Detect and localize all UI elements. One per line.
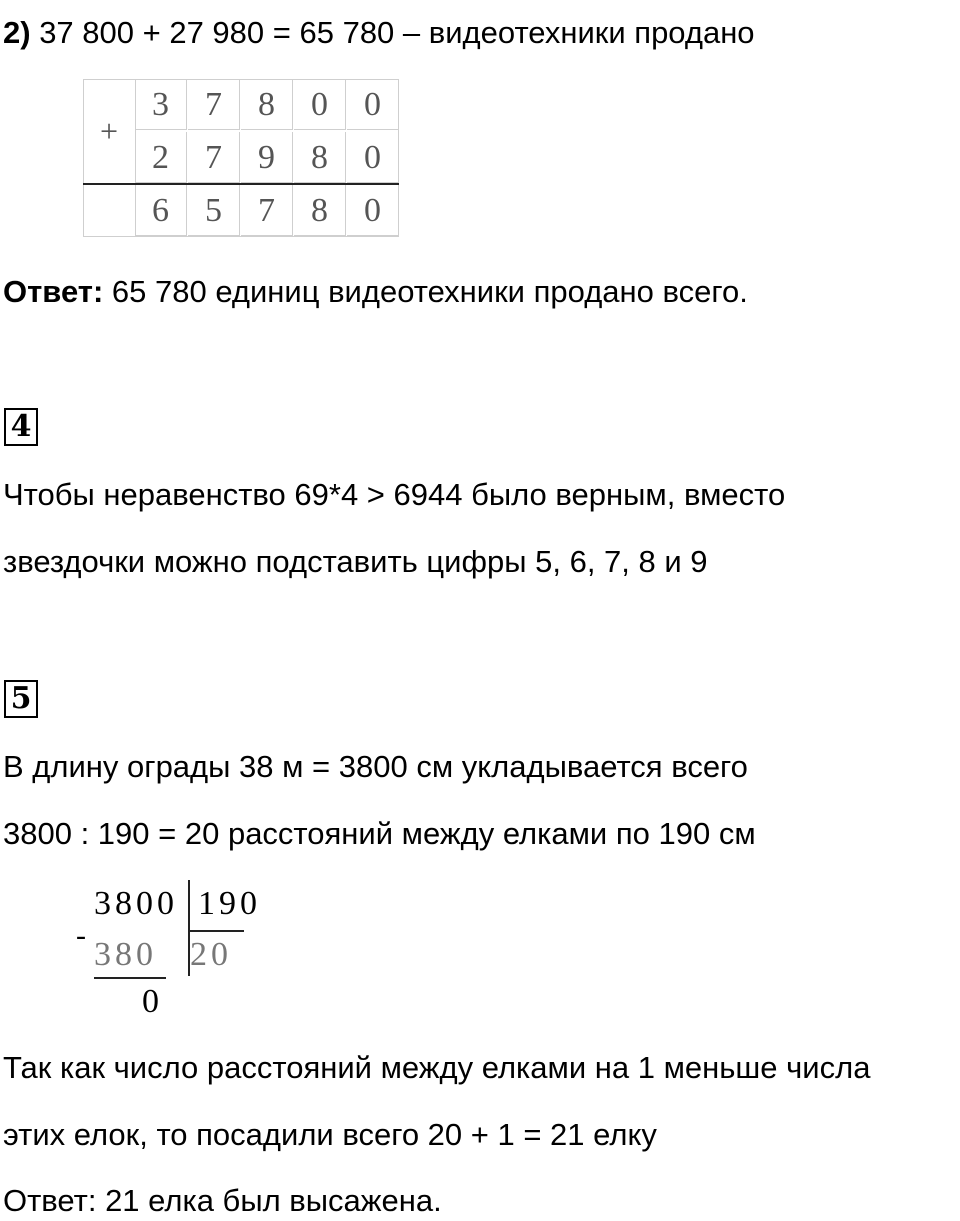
task4-number: 4 [4, 408, 38, 446]
long-division [70, 878, 290, 1028]
part2-line [3, 13, 755, 53]
minus-sign: - [76, 919, 90, 952]
digit-cell: 6 [135, 185, 187, 236]
division-bar-horizontal [190, 930, 244, 932]
divisor: 190 [198, 885, 261, 922]
task5-number: 5 [4, 680, 38, 718]
plus-sign: + [99, 113, 119, 149]
answer1-label: Ответ: [3, 274, 104, 309]
digit-cell: 8 [294, 185, 346, 236]
digit-cell: 9 [241, 132, 293, 183]
digit-cell: 0 [347, 185, 399, 236]
digit-cell: 0 [347, 132, 399, 183]
division-bar-vertical [188, 880, 190, 976]
digit-cell: 8 [241, 79, 293, 130]
digit-cell: 8 [294, 132, 346, 183]
digit-cell: 7 [241, 185, 293, 236]
subtrahend: 380 [94, 936, 157, 973]
remainder: 0 [142, 983, 163, 1020]
digit-cell: 0 [294, 79, 346, 130]
task5-answer: Ответ: 21 елка был высажена. [3, 1183, 442, 1218]
task5-line4: этих елок, то посадили всего 20 + 1 = 21 елку [3, 1117, 657, 1152]
task4-line1: Чтобы неравенство 69*4 > 6944 было верным, вместо [3, 477, 786, 512]
answer1-line [3, 272, 748, 312]
digit-cell: 3 [135, 79, 187, 130]
digit-cell: 7 [188, 132, 240, 183]
digit-cell: 5 [188, 185, 240, 236]
part2-text: 37 800 + 27 980 = 65 780 – видеотехники продано [30, 15, 755, 50]
part2-prefix: 2) [3, 15, 31, 50]
quotient: 20 [190, 936, 232, 973]
digit-cell: 0 [347, 79, 399, 130]
dividend: 3800 [94, 885, 178, 922]
sum-line [83, 183, 399, 185]
task4-line2: звездочки можно подставить цифры 5, 6, 7, 8 и 9 [3, 544, 708, 579]
subtraction-line [94, 977, 166, 979]
digit-cell: 7 [188, 79, 240, 130]
task5-line2: 3800 : 190 = 20 расстояний между елками по 190 см [3, 816, 756, 851]
addition-grid [83, 79, 399, 237]
task5-line3: Так как число расстояний между елками на 1 меньше числа [3, 1050, 871, 1085]
grid-divider [135, 79, 136, 237]
answer1-text: 65 780 единиц видеотехники продано всего. [103, 274, 748, 309]
digit-cell: 2 [135, 132, 187, 183]
task5-line1: В длину ограды 38 м = 3800 см укладывается всего [3, 749, 748, 784]
